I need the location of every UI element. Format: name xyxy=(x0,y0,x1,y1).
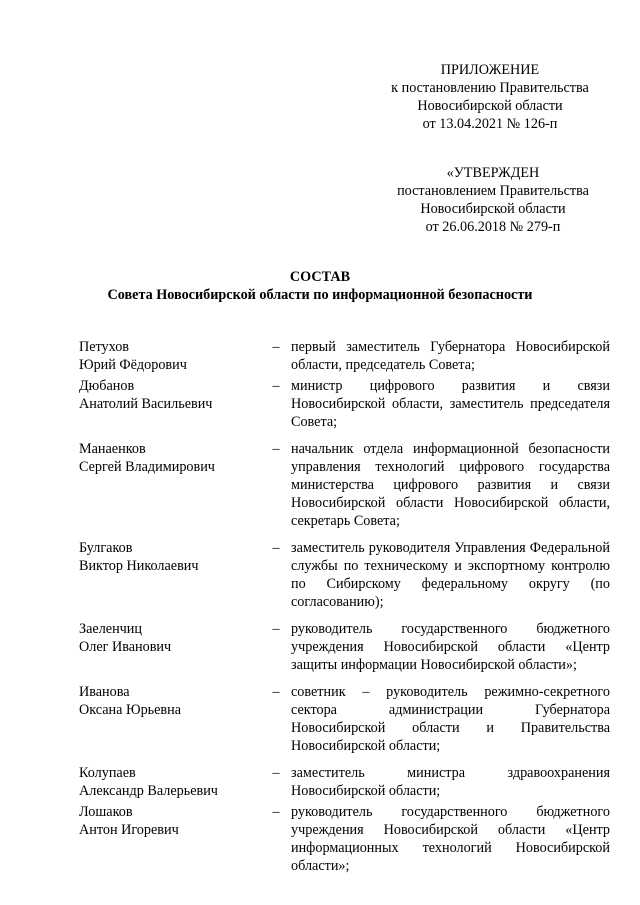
member-name xyxy=(79,683,269,719)
member-role: первый заместитель Губернатора Новосибирской области, председатель Совета; xyxy=(291,339,610,373)
member-given-name: Олег Иванович xyxy=(79,639,172,655)
member-row xyxy=(79,764,610,800)
member-dash: – xyxy=(272,378,280,394)
member-given-name: Анатолий Васильевич xyxy=(79,396,213,412)
members-list xyxy=(79,338,610,875)
member-surname: Лошаков xyxy=(79,804,133,820)
appendix-date-number: от 13.04.2021 № 126-п xyxy=(422,116,558,132)
member-role: руководитель государственного бюджетного учреждения Новосибирской области «Центр информационных технологий Новосибирской области»; xyxy=(291,804,610,874)
member-given-name: Александр Валерьевич xyxy=(79,783,218,799)
member-surname: Заеленчиц xyxy=(79,621,142,637)
member-name xyxy=(79,440,269,476)
appendix-header xyxy=(380,61,600,133)
member-name xyxy=(79,764,269,800)
member-row xyxy=(79,377,610,431)
member-dash: – xyxy=(272,339,280,355)
member-name xyxy=(79,620,269,656)
approved-date-number: от 26.06.2018 № 279-п xyxy=(425,219,561,235)
member-surname: Иванова xyxy=(79,684,130,700)
member-name xyxy=(79,539,269,575)
member-dash: – xyxy=(272,765,280,781)
heading-subtitle: Совета Новосибирской области по информационной безопасности xyxy=(107,287,533,303)
appendix-title: ПРИЛОЖЕНИЕ xyxy=(440,62,540,78)
member-role: советник – руководитель режимно-секретного сектора администрации Губернатора Новосибирской области и Правительства Новосибирской области; xyxy=(291,684,610,754)
member-given-name: Оксана Юрьевна xyxy=(79,702,182,718)
member-row xyxy=(79,683,610,755)
member-dash: – xyxy=(272,621,280,637)
member-dash: – xyxy=(272,441,280,457)
member-surname: Петухов xyxy=(79,339,129,355)
approved-header xyxy=(388,164,598,236)
member-role: начальник отдела информационной безопасности управления технологий цифрового государства министерства цифрового развития и связи Новосибирской области Новосибирской области, секретарь Совета; xyxy=(291,441,610,529)
member-given-name: Сергей Владимирович xyxy=(79,459,215,475)
member-row xyxy=(79,803,610,875)
document-heading xyxy=(0,268,640,304)
member-name xyxy=(79,338,269,374)
approved-title: «УТВЕРЖДЕН xyxy=(446,165,540,181)
member-role: руководитель государственного бюджетного учреждения Новосибирской области «Центр защиты информации Новосибирской области»; xyxy=(291,621,610,673)
heading-title: СОСТАВ xyxy=(289,269,351,285)
member-dash: – xyxy=(272,804,280,820)
appendix-resolution-ref: к постановлению Правительства xyxy=(391,80,589,96)
approved-resolution-ref: постановлением Правительства xyxy=(397,183,589,199)
appendix-region: Новосибирской области xyxy=(417,98,563,114)
member-row xyxy=(79,338,610,374)
member-name xyxy=(79,377,269,413)
approved-region: Новосибирской области xyxy=(420,201,566,217)
member-surname: Колупаев xyxy=(79,765,136,781)
member-role: заместитель руководителя Управления Федеральной службы по техническому и экспортному контролю по Сибирскому федеральному округу (по согласованию); xyxy=(291,540,610,610)
member-surname: Манаенков xyxy=(79,441,146,457)
member-role: министр цифрового развития и связи Новосибирской области, заместитель председателя Совета; xyxy=(291,378,610,430)
member-role: заместитель министра здравоохранения Новосибирской области; xyxy=(291,765,610,799)
member-surname: Булгаков xyxy=(79,540,133,556)
member-row xyxy=(79,440,610,530)
member-surname: Дюбанов xyxy=(79,378,135,394)
member-given-name: Юрий Фёдорович xyxy=(79,357,187,373)
member-row xyxy=(79,539,610,611)
member-name xyxy=(79,803,269,839)
member-dash: – xyxy=(272,540,280,556)
member-given-name: Виктор Николаевич xyxy=(79,558,199,574)
member-given-name: Антон Игоревич xyxy=(79,822,179,838)
member-dash: – xyxy=(272,684,280,700)
member-row xyxy=(79,620,610,674)
